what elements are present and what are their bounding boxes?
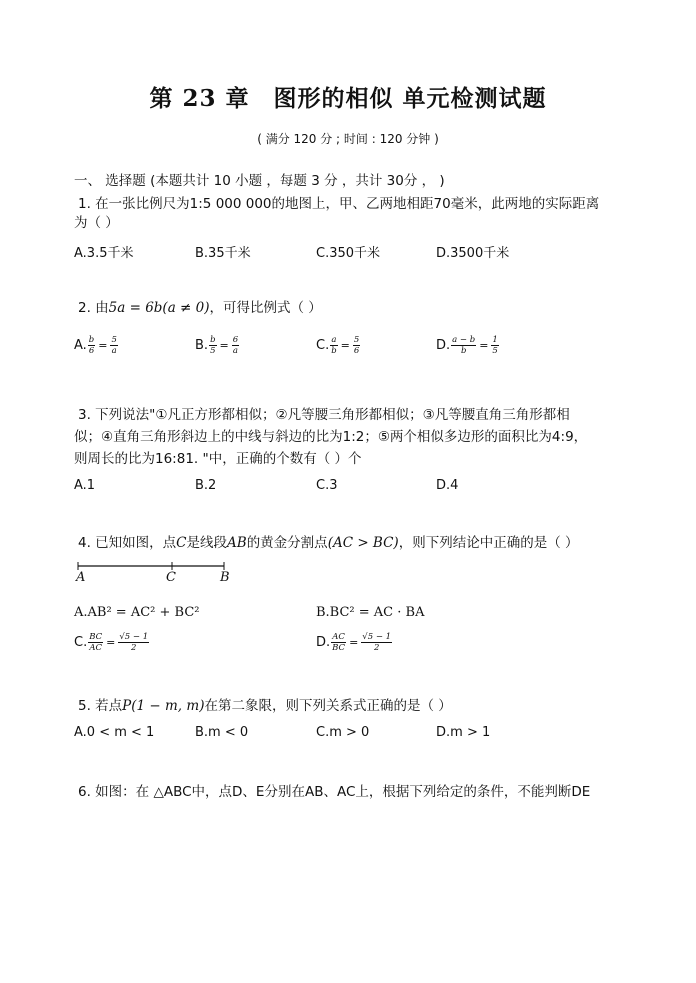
- page-subtitle: ( 满分 120 分 ; 时间 : 120 分钟 ): [257, 132, 439, 146]
- q5-option-c: C.m > 0: [316, 725, 370, 740]
- page-title: [0, 80, 696, 113]
- q2-option-c: C. $\frac{a}{b}$ = $\frac{5}{6}$: [316, 335, 360, 356]
- q2-suffix: ，可得比例式（ ）: [209, 300, 322, 316]
- title-text: 图形的相似 单元检测试题: [273, 85, 547, 112]
- q3-text-line1: 3. 下列说法"①凡正方形都相似；②凡等腰三角形都相似；③凡等腰直角三角形都相: [78, 407, 570, 423]
- q1-option-d: D.3500千米: [436, 246, 510, 261]
- q3-option-a: A.1: [74, 478, 96, 493]
- q1-option-c: C.350千米: [316, 246, 381, 261]
- q6-text-line1: 6. 如图：在 △ABC中，点D、E分别在AB、AC上，根据下列给定的条件，不能判断DE: [78, 784, 591, 800]
- q3-text-line3: 则周长的比为16:81. "中，正确的个数有（ ）个: [74, 451, 362, 467]
- q2-option-a: A. $\frac{b}{6}$ = $\frac{5}{a}$: [74, 335, 117, 356]
- section-heading: 一、 选择题 (本题共计 10 小题 ，每题 3 分 ，共计 30分 ， ): [74, 173, 445, 189]
- q3-text-line2: 似；④直角三角形斜边上的中线与斜边的比为1:2；⑤两个相似多边形的面积比为4:9，: [74, 429, 588, 445]
- q4-option-d: D. $\frac{AC}{BC}$ = $\frac{√5 - 1}{2}$: [316, 632, 392, 653]
- q2-text: [78, 298, 322, 318]
- q2-expression: 5a = 6b(a ≠ 0): [108, 300, 210, 316]
- q3-option-b: B.2: [195, 478, 217, 493]
- q3-option-c: C.3: [316, 478, 338, 493]
- q1-text-line2: 为（ ）: [74, 215, 119, 231]
- q4-text: 4. 已知如图，点C是线段AB的黄金分割点(AC > BC)，则下列结论中正确的是（ ）: [78, 535, 579, 551]
- point-a-label: A: [76, 570, 86, 585]
- golden-section-figure: [74, 560, 234, 590]
- q4-option-b: B.BC² = AC · BA: [316, 605, 425, 620]
- q2-option-b: B. $\frac{b}{5}$ = $\frac{6}{a}$: [195, 335, 239, 356]
- q2-prefix: 2. 由: [78, 300, 109, 316]
- q1-text-line1: 1. 在一张比例尺为1:5 000 000的地图上，甲、乙两地相距70毫米，此两地的实际距离: [78, 196, 600, 212]
- q5-option-d: D.m > 1: [436, 725, 491, 740]
- point-b-label: B: [220, 570, 230, 585]
- q3-option-d: D.4: [436, 478, 459, 493]
- q5-option-a: A.0 < m < 1: [74, 725, 155, 740]
- q5-text: 5. 若点P(1 − m, m)在第二象限，则下列关系式正确的是（ ）: [78, 698, 452, 714]
- q2-option-d: D. $\frac{a - b}{b}$ = $\frac{1}{5}$: [436, 335, 498, 356]
- q1-option-b: B.35千米: [195, 246, 251, 261]
- title-chapter: 第 23 章: [149, 85, 250, 112]
- q4-option-a: A.AB² = AC² + BC²: [74, 605, 200, 620]
- q5-option-b: B.m < 0: [195, 725, 249, 740]
- q1-option-a: A.3.5千米: [74, 246, 134, 261]
- point-c-label: C: [166, 570, 176, 585]
- q4-option-c: C. $\frac{BC}{AC}$ = $\frac{√5 - 1}{2}$: [74, 632, 149, 653]
